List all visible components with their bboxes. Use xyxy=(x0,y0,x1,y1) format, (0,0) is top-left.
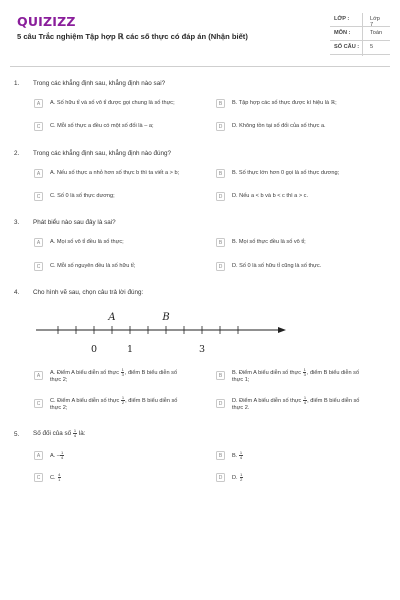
option-letter: A xyxy=(34,371,43,380)
option-letter: C xyxy=(34,122,43,131)
option-letter: B xyxy=(216,99,225,108)
option-3b[interactable] xyxy=(216,238,386,250)
option-text-part: C. xyxy=(50,474,56,481)
option-text-part: A. xyxy=(50,452,56,459)
option-1a[interactable] xyxy=(34,99,204,111)
option-text-part: , điểm B biểu diễn số xyxy=(124,369,178,376)
option-text xyxy=(232,396,359,412)
option-3a[interactable] xyxy=(34,238,204,250)
option-text-part: , điểm B biểu diễn số xyxy=(307,397,360,404)
tick-label-0: 0 xyxy=(90,344,98,355)
option-5a[interactable] xyxy=(34,451,204,463)
fraction-denominator: 3 xyxy=(303,372,306,377)
option-text: D. Nếu a < b và b < c thì a > c. xyxy=(232,193,309,199)
option-text-part: D. xyxy=(232,474,238,481)
option-text: C. Số 0 là số thực dương; xyxy=(50,193,115,199)
option-1d[interactable] xyxy=(216,122,386,134)
option-text: D. Không tồn tại số đối của số thực a. xyxy=(232,123,326,129)
option-text: C. Mỗi số nguyên đều là số hữu tỉ; xyxy=(50,263,136,269)
fraction-denominator: 1 xyxy=(58,477,61,482)
option-1c[interactable] xyxy=(34,122,204,134)
option-letter: D xyxy=(216,473,225,482)
number-line-arrow xyxy=(278,327,286,333)
meta-row-class xyxy=(322,12,382,26)
meta-key: SỐ CÂU : xyxy=(334,44,360,50)
number-line-figure xyxy=(28,306,288,358)
option-text-part: A. Điểm A biểu diễn số thực xyxy=(50,369,120,376)
option-5b[interactable] xyxy=(216,451,386,463)
option-letter: A xyxy=(34,99,43,108)
option-5c[interactable] xyxy=(34,473,204,485)
meta-key: MÔN : xyxy=(334,30,351,36)
tick-label-1: 1 xyxy=(126,344,134,355)
question-number: 1. xyxy=(14,80,20,87)
option-text: A. Mọi số vô tỉ đều là số thực; xyxy=(50,239,124,245)
question-text: Cho hình vẽ sau, chọn câu trả lời đúng: xyxy=(33,289,144,296)
question-number: 3. xyxy=(14,219,20,226)
option-letter: C xyxy=(34,192,43,201)
fraction xyxy=(303,368,306,377)
meta-key: LỚP : xyxy=(334,16,350,22)
option-letter: C xyxy=(34,399,43,408)
option-text: A. Nếu số thực a nhỏ hơn số thực b thì ta viết a > b; xyxy=(50,170,180,176)
option-text xyxy=(50,451,64,460)
option-text-part: thực 1; xyxy=(232,377,250,383)
option-letter: B xyxy=(216,238,225,247)
option-text xyxy=(232,473,243,482)
option-text xyxy=(232,368,359,384)
fraction-denominator: 4 xyxy=(73,433,77,438)
option-3c[interactable] xyxy=(34,262,204,274)
option-2c[interactable] xyxy=(34,192,204,204)
question-text: Trong các khẳng định sau, khẳng định nào sai? xyxy=(33,80,166,87)
option-text: B. Số thực lớn hơn 0 gọi là số thực dương; xyxy=(232,170,340,176)
option-text-part: D. Điểm A biểu diễn số thực xyxy=(232,397,302,404)
option-text xyxy=(50,396,177,412)
point-a-label: A xyxy=(108,312,116,323)
option-text: A. Số hữu tỉ và số vô tỉ được gọi chung là số thực; xyxy=(50,100,175,106)
fraction xyxy=(240,473,243,482)
option-text-part: , điểm B biểu diễn số xyxy=(125,397,178,404)
fraction xyxy=(73,429,76,438)
option-text: D. Số 0 là số hữu tỉ cũng là số thực. xyxy=(232,263,322,269)
fraction-numerator: 1 xyxy=(239,450,243,455)
fraction-denominator: 2 xyxy=(121,400,125,405)
option-text xyxy=(50,368,177,384)
question-text: Phát biểu nào sau đây là sai? xyxy=(33,219,116,226)
fraction-numerator: 1 xyxy=(240,472,243,477)
fraction-numerator: 1 xyxy=(121,395,125,400)
option-letter: D xyxy=(216,122,225,131)
option-text: B. Mọi số thực đều là số vô tỉ; xyxy=(232,239,306,245)
fraction xyxy=(58,473,61,482)
option-text-part: B. xyxy=(232,452,238,459)
meta-table xyxy=(322,12,382,54)
option-3d[interactable] xyxy=(216,262,386,274)
question-number: 5. xyxy=(14,431,20,438)
question-text-part: Số đối của số xyxy=(33,430,72,438)
option-text-part: thực 2; xyxy=(50,377,68,383)
option-text: B. Tập hợp các số thực được kí hiệu là ℝ; xyxy=(232,100,337,106)
question-number: 4. xyxy=(14,289,20,296)
option-4d[interactable] xyxy=(216,396,391,416)
question-text-part: là: xyxy=(78,430,86,438)
quizizz-logo: QUIZIZZ xyxy=(17,14,76,29)
option-text: C. Mỗi số thực a đều có một số đối là – a; xyxy=(50,123,154,129)
option-2a[interactable] xyxy=(34,169,204,181)
tick-label-3: 3 xyxy=(198,344,206,355)
question-number: 2. xyxy=(14,150,20,157)
option-letter: D xyxy=(216,262,225,271)
fraction-numerator: 1 xyxy=(303,395,307,400)
option-text xyxy=(232,451,243,460)
option-letter: C xyxy=(34,473,43,482)
fraction-denominator: 2 xyxy=(240,477,243,482)
fraction xyxy=(121,368,124,377)
meta-value: Lớp 7 xyxy=(370,16,380,28)
option-text-part: thực 2. xyxy=(232,405,250,411)
option-text-part: thực 2; xyxy=(50,405,68,411)
option-letter: C xyxy=(34,262,43,271)
fraction-numerator: 1 xyxy=(121,367,124,372)
fraction-denominator: 3 xyxy=(121,372,124,377)
fraction-numerator: 4 xyxy=(58,472,61,477)
option-letter: A xyxy=(34,238,43,247)
option-2d[interactable] xyxy=(216,192,386,204)
fraction-denominator: 4 xyxy=(60,455,64,460)
option-letter: B xyxy=(216,371,225,380)
option-sign: – xyxy=(56,452,60,459)
meta-value: 5 xyxy=(370,44,374,50)
option-5d[interactable] xyxy=(216,473,386,485)
fraction-numerator: 1 xyxy=(73,428,77,433)
meta-divider xyxy=(330,54,390,55)
option-letter: D xyxy=(216,192,225,201)
question-text: Trong các khẳng định sau, khẳng định nào đúng? xyxy=(33,150,172,157)
option-4a[interactable] xyxy=(34,368,209,388)
option-text xyxy=(50,473,61,482)
fraction-numerator: 1 xyxy=(303,367,306,372)
point-b-label: B xyxy=(162,312,170,323)
option-letter: A xyxy=(34,451,43,460)
option-4b[interactable] xyxy=(216,368,391,388)
option-text-part: B. Điểm A biểu diễn số thực xyxy=(232,369,302,376)
option-4c[interactable] xyxy=(34,396,209,416)
header-divider xyxy=(10,66,390,67)
option-letter: D xyxy=(216,399,225,408)
option-1b[interactable] xyxy=(216,99,386,111)
question-text xyxy=(33,429,86,438)
option-letter: A xyxy=(34,169,43,178)
option-letter: B xyxy=(216,451,225,460)
meta-divider-vertical xyxy=(362,13,363,56)
meta-divider xyxy=(330,40,390,41)
fraction-denominator: 4 xyxy=(303,400,307,405)
option-text-part: C. Điểm A biểu diễn số thực xyxy=(50,397,120,404)
option-letter: B xyxy=(216,169,225,178)
meta-row-subject xyxy=(322,26,382,40)
option-text-part: , điểm B biểu diễn số xyxy=(306,369,360,376)
fraction-numerator: 1 xyxy=(60,450,64,455)
meta-value: Toán xyxy=(370,30,383,36)
fraction-denominator: 4 xyxy=(239,455,243,460)
worksheet-title: 5 câu Trắc nghiệm Tập hợp ℝ các số thực có đáp án (Nhận biết) xyxy=(17,32,248,41)
option-2b[interactable] xyxy=(216,169,386,181)
meta-row-count xyxy=(322,40,382,54)
fraction xyxy=(60,451,63,460)
fraction xyxy=(239,451,242,460)
meta-divider xyxy=(330,26,390,27)
